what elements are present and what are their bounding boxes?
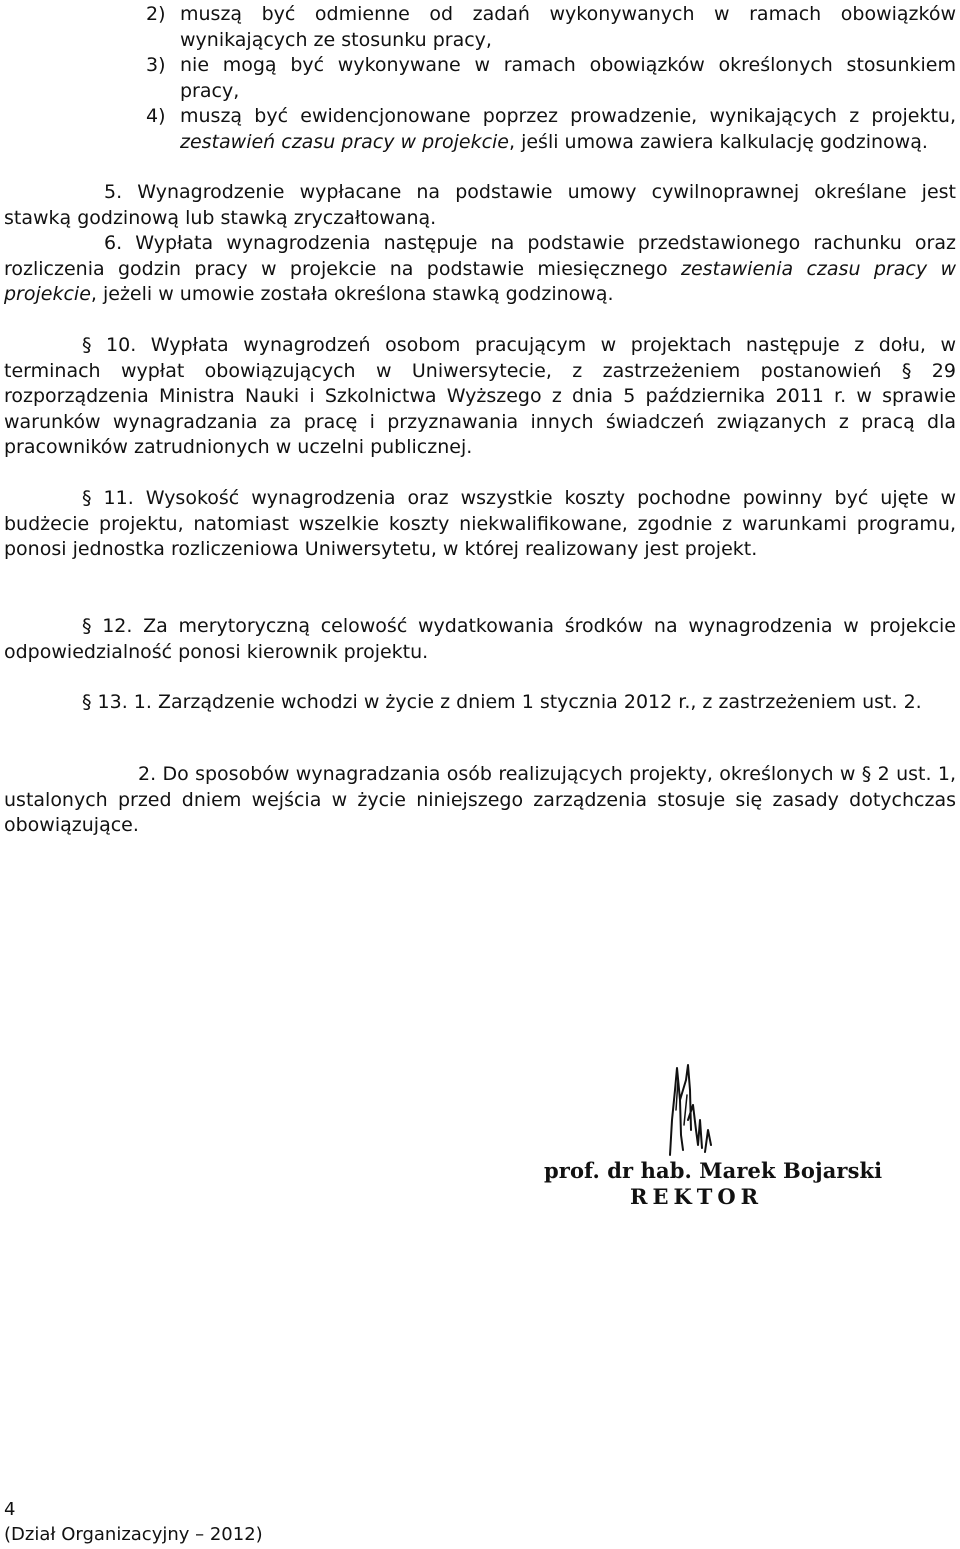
list-item-3 [146,53,956,104]
list-item-2 [146,2,956,53]
section-10: § 10. Wypłata wynagrodzeń osobom pracującym w projektach następuje z dołu, w terminach wypłat obowiązujących w Uniwersytecie, z zastrzeżeniem postanowień § 29 rozporządzenia Ministra Nauki i Szkolnictwa Wyższego z dnia 5 października 2011 r. w sprawie warunków wynagradzania za pracę i przyznawania innych świadczeń związanych z pracą dla pracowników zatrudnionych w uczelni publicznej. [4,334,956,459]
list-number: 2) [146,3,166,25]
footer-note: (Dział Organizacyjny – 2012) [4,1524,263,1545]
page-number: 4 [4,1499,16,1520]
signatory-name: prof. dr hab. Marek Bojarski [544,1158,883,1183]
signatory-title: REKTOR [630,1184,764,1209]
section-13-1: § 13. 1. Zarządzenie wchodzi w życie z dniem 1 stycznia 2012 r., z zastrzeżeniem ust. 2. [82,691,922,713]
list-item-4 [146,104,956,155]
paragraph-6-italic: zestawienia czasu pracy w projekcie [4,257,956,306]
signature-block [530,1060,883,1220]
paragraph-6 [4,231,956,308]
section-13-2: 2. Do sposobów wynagradzania osób realizujących projekty, określonych w § 2 ust. 1, ustalonych przed dniem wejścia w życie niniejszego zarządzenia stosuje się zasady dotychczas obowiązujące. [4,763,956,837]
list-text [146,104,956,155]
paragraph-5: 5. Wynagrodzenie wypłacane na podstawie umowy cywilnoprawnej określane jest stawką godzinową lub stawką zryczałtowaną. [4,181,956,229]
list-text-part: , jeśli umowa zawiera kalkulację godzinową. [509,130,928,153]
list-text-part: muszą być ewidencjonowane poprzez prowadzenie, wynikających z projektu, [180,105,956,127]
handwritten-signature [530,1060,880,1160]
paragraph-6-text: , jeżeli w umowie została określona stawką godzinową. [90,283,614,306]
section-11: § 11. Wysokość wynagrodzenia oraz wszystkie koszty pochodne powinny być ujęte w budżecie projektu, natomiast wszelkie koszty niekwalifikowane, zgodnie z warunkami programu, ponosi jednostka rozliczeniowa Uniwersytetu, w której realizowany jest projekt. [4,487,956,561]
list-text: nie mogą być wykonywane w ramach obowiązków określonych stosunkiem pracy, [180,54,956,102]
list-number: 4) [146,105,166,127]
paragraph-6-text: 6. Wypłata wynagrodzenia następuje na podstawie przedstawionego rachunku oraz rozliczenia godzin pracy w projekcie na podstawie miesięcznego [4,232,956,280]
list-text-italic: zestawień czasu pracy w projekcie [180,130,509,153]
list-text: muszą być odmienne od zadań wykonywanych w ramach obowiązków wynikających ze stosunku pracy, [180,3,956,51]
list-number: 3) [146,54,166,76]
section-12: § 12. Za merytoryczną celowość wydatkowania środków na wynagrodzenia w projekcie odpowiedzialność ponosi kierownik projektu. [4,615,956,663]
